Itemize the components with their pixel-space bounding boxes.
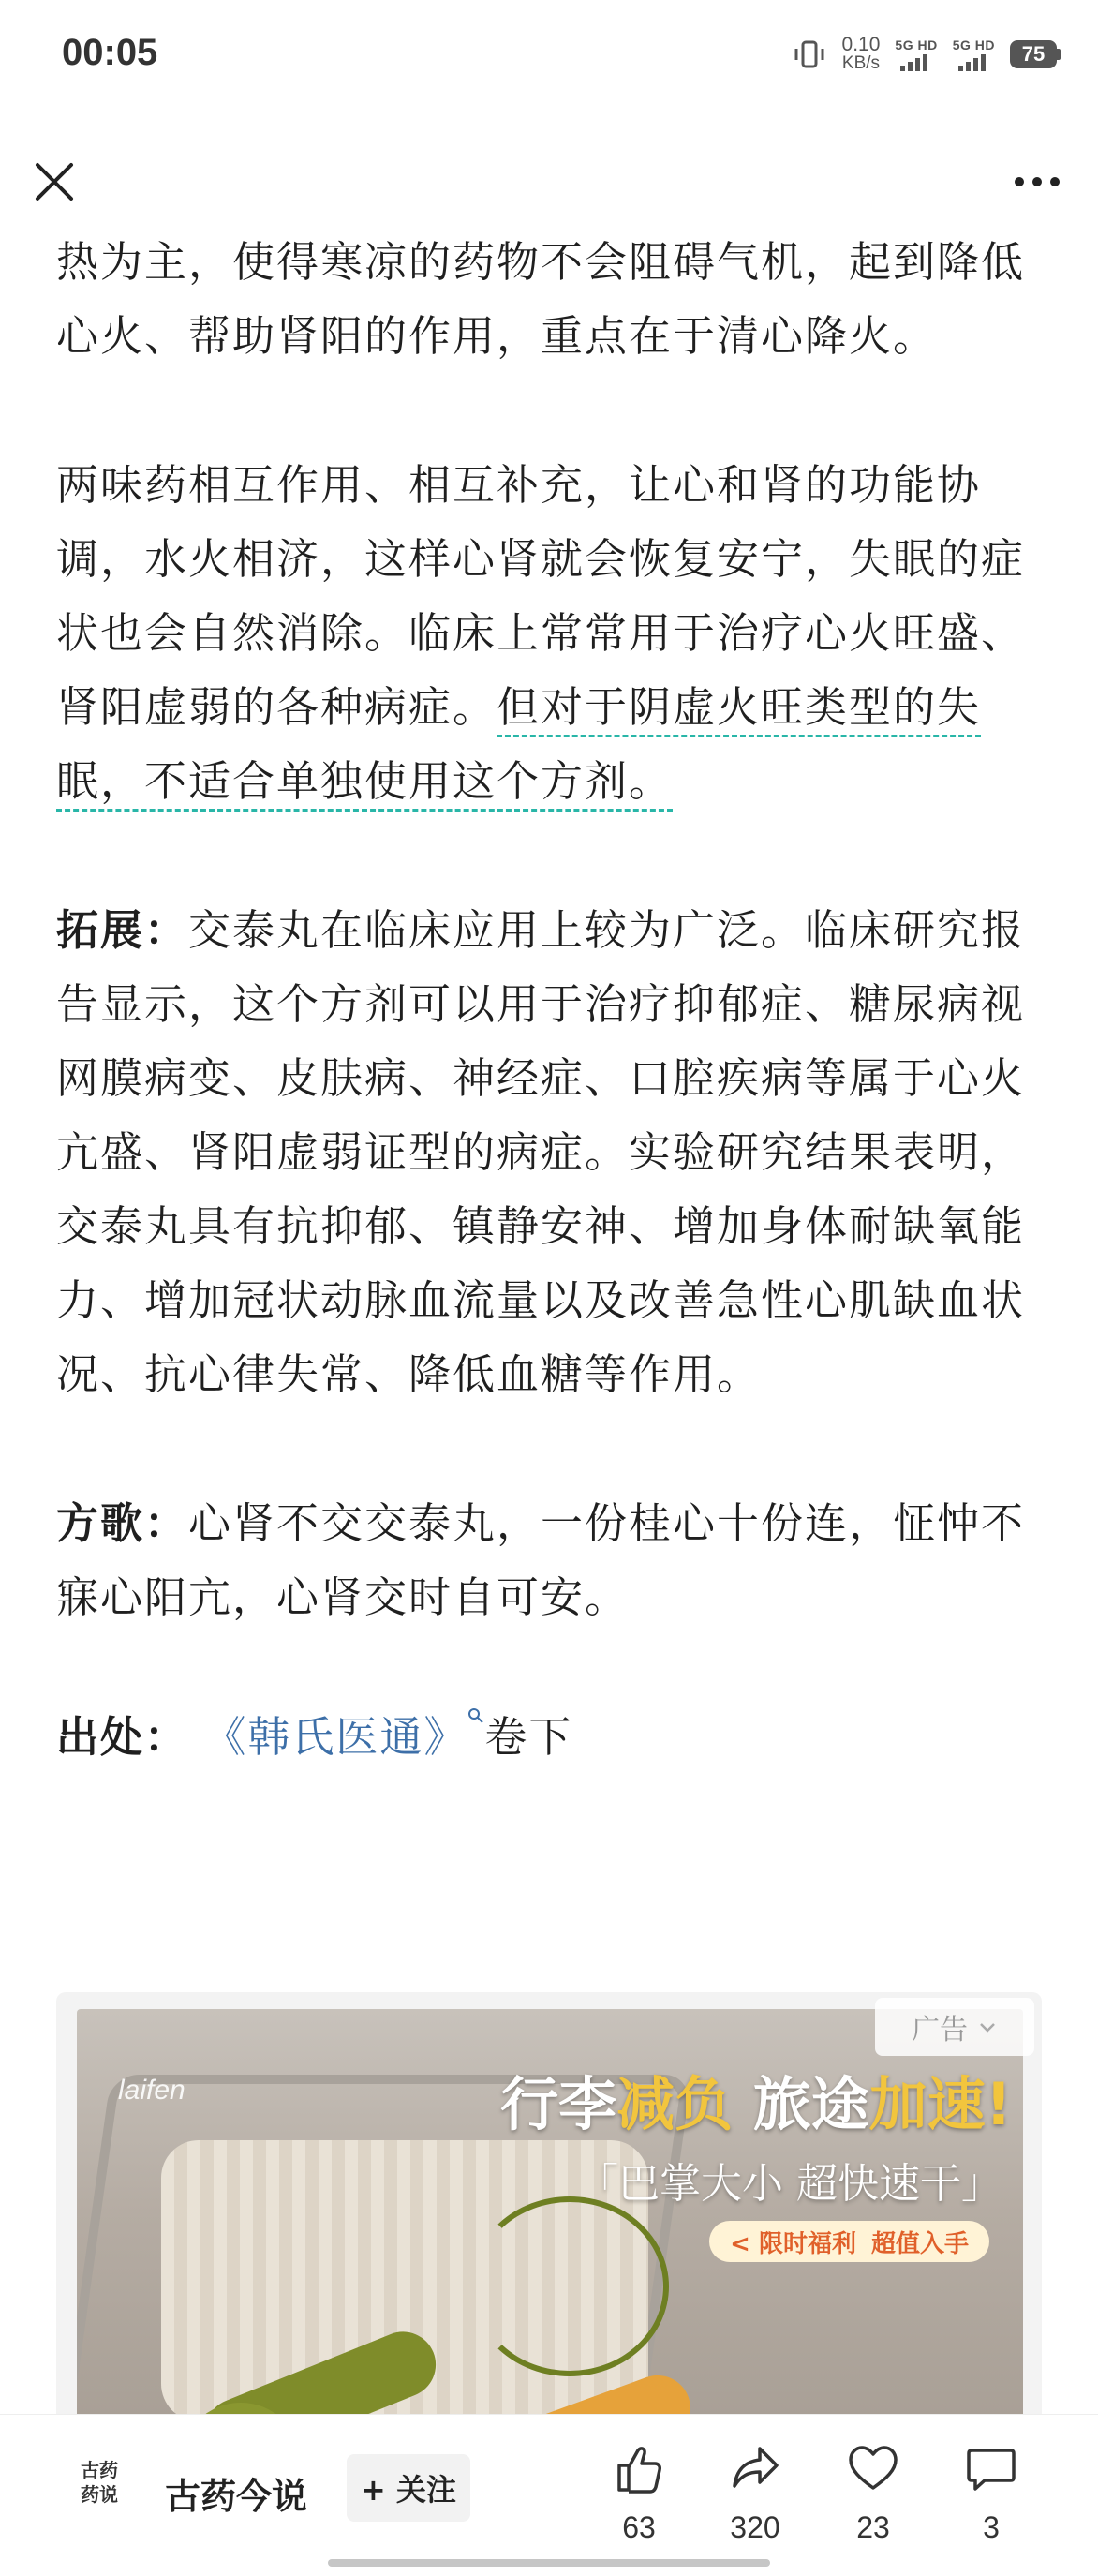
signal-icon (958, 52, 986, 71)
ad-brand: laifen (118, 2075, 185, 2106)
paragraph-2-text: 两味药相互作用、相互补充，让心和肾的功能协调，水火相济，这样心肾就会恢复安宁，失眠的症状也会自然消除。临床上常常用于治疗心火旺盛、肾阳虚弱的各种病症。 (56, 460, 1026, 732)
thumbs-up-icon (612, 2441, 666, 2495)
chevron-down-icon (977, 2017, 998, 2037)
verse-text: 心肾不交交泰丸，一份桂心十份连，怔忡不寐心阳亢，心肾交时自可安。 (56, 1498, 1026, 1622)
sim2-label: 5G HD (952, 37, 995, 52)
follow-button[interactable]: + 关注 (347, 2454, 470, 2522)
highlighted-sentence[interactable]: 但对于阴虚火旺类型的失眠，不适合单独使用这个方剂。 (56, 682, 982, 806)
status-bar (0, 0, 1098, 112)
ad-tag[interactable]: 广告 (875, 1998, 1034, 2056)
battery-level: 75 (1010, 40, 1057, 68)
like-button[interactable] (592, 2441, 686, 2545)
ad-cord-graphic (470, 2196, 669, 2376)
network-speed (842, 36, 881, 73)
comment-button[interactable] (944, 2441, 1038, 2545)
close-icon[interactable] (26, 154, 82, 210)
battery-icon (1010, 40, 1061, 68)
sim1-signal (895, 37, 937, 71)
expansion-text: 交泰丸在临床应用上较为广泛。临床研究报告显示，这个方剂可以用于治疗抑郁症、糖尿病视网膜病变、皮肤病、神经症、口腔疾病等属于心火亢盛、肾阳虚弱证型的病症。实验研究结果表明，交泰丸具有抗抑郁、镇静安神、增加身体耐缺氧能力、增加冠状动脉血流量以及改善急性心肌缺血状况、抗心律失常、降低血糖等作用。 (56, 905, 1026, 1399)
more-dots-icon[interactable] (1004, 165, 1070, 199)
paragraph-source (56, 1700, 1049, 1774)
heart-icon (846, 2441, 900, 2495)
comment-icon (964, 2441, 1018, 2495)
paragraph-verse (56, 1486, 1049, 1634)
network-speed-unit: KB/s (841, 53, 881, 73)
favorite-count: 23 (856, 2510, 890, 2544)
article-body (56, 225, 1049, 1774)
ad-headline: 行李减负 旅途加速! (500, 2070, 1012, 2138)
home-indicator[interactable] (328, 2559, 770, 2567)
source-label: 出处： (56, 1712, 189, 1762)
author-avatar[interactable]: 古药药说 (81, 2459, 118, 2506)
author-name[interactable]: 古药今说 (165, 2476, 308, 2517)
paragraph-2 (56, 448, 1049, 818)
sim1-label: 5G HD (895, 37, 938, 52)
source-suffix: 卷下 (484, 1712, 573, 1762)
verse-label: 方歌： (56, 1498, 189, 1548)
sim2-signal (953, 37, 995, 71)
status-indicators (792, 28, 1061, 81)
source-link[interactable]: 《韩氏医通》 (203, 1712, 468, 1762)
network-speed-value: 0.10 (841, 34, 881, 55)
signal-icon (900, 52, 927, 71)
search-icon[interactable] (467, 1707, 484, 1724)
paragraph-expansion (56, 893, 1049, 1411)
share-button[interactable] (708, 2441, 802, 2545)
share-icon (728, 2441, 782, 2495)
paragraph-1: 热为主，使得寒凉的药物不会阻碍气机，起到降低心火、帮助肾阳的作用，重点在于清心降火。 (56, 237, 1026, 361)
status-time: 00:05 (62, 32, 158, 73)
expansion-label: 拓展： (56, 905, 189, 955)
like-count: 63 (622, 2510, 656, 2544)
share-count: 320 (730, 2510, 780, 2544)
ad-promo-pill[interactable]: < 限时福利 超值入手 (709, 2221, 989, 2262)
favorite-button[interactable] (826, 2441, 920, 2545)
ad-subline: 「巴掌大小 超快速干」 (577, 2160, 1002, 2208)
comment-count: 3 (983, 2510, 1000, 2544)
bottom-action-bar (0, 2414, 1098, 2576)
vibrate-icon (792, 37, 827, 72)
